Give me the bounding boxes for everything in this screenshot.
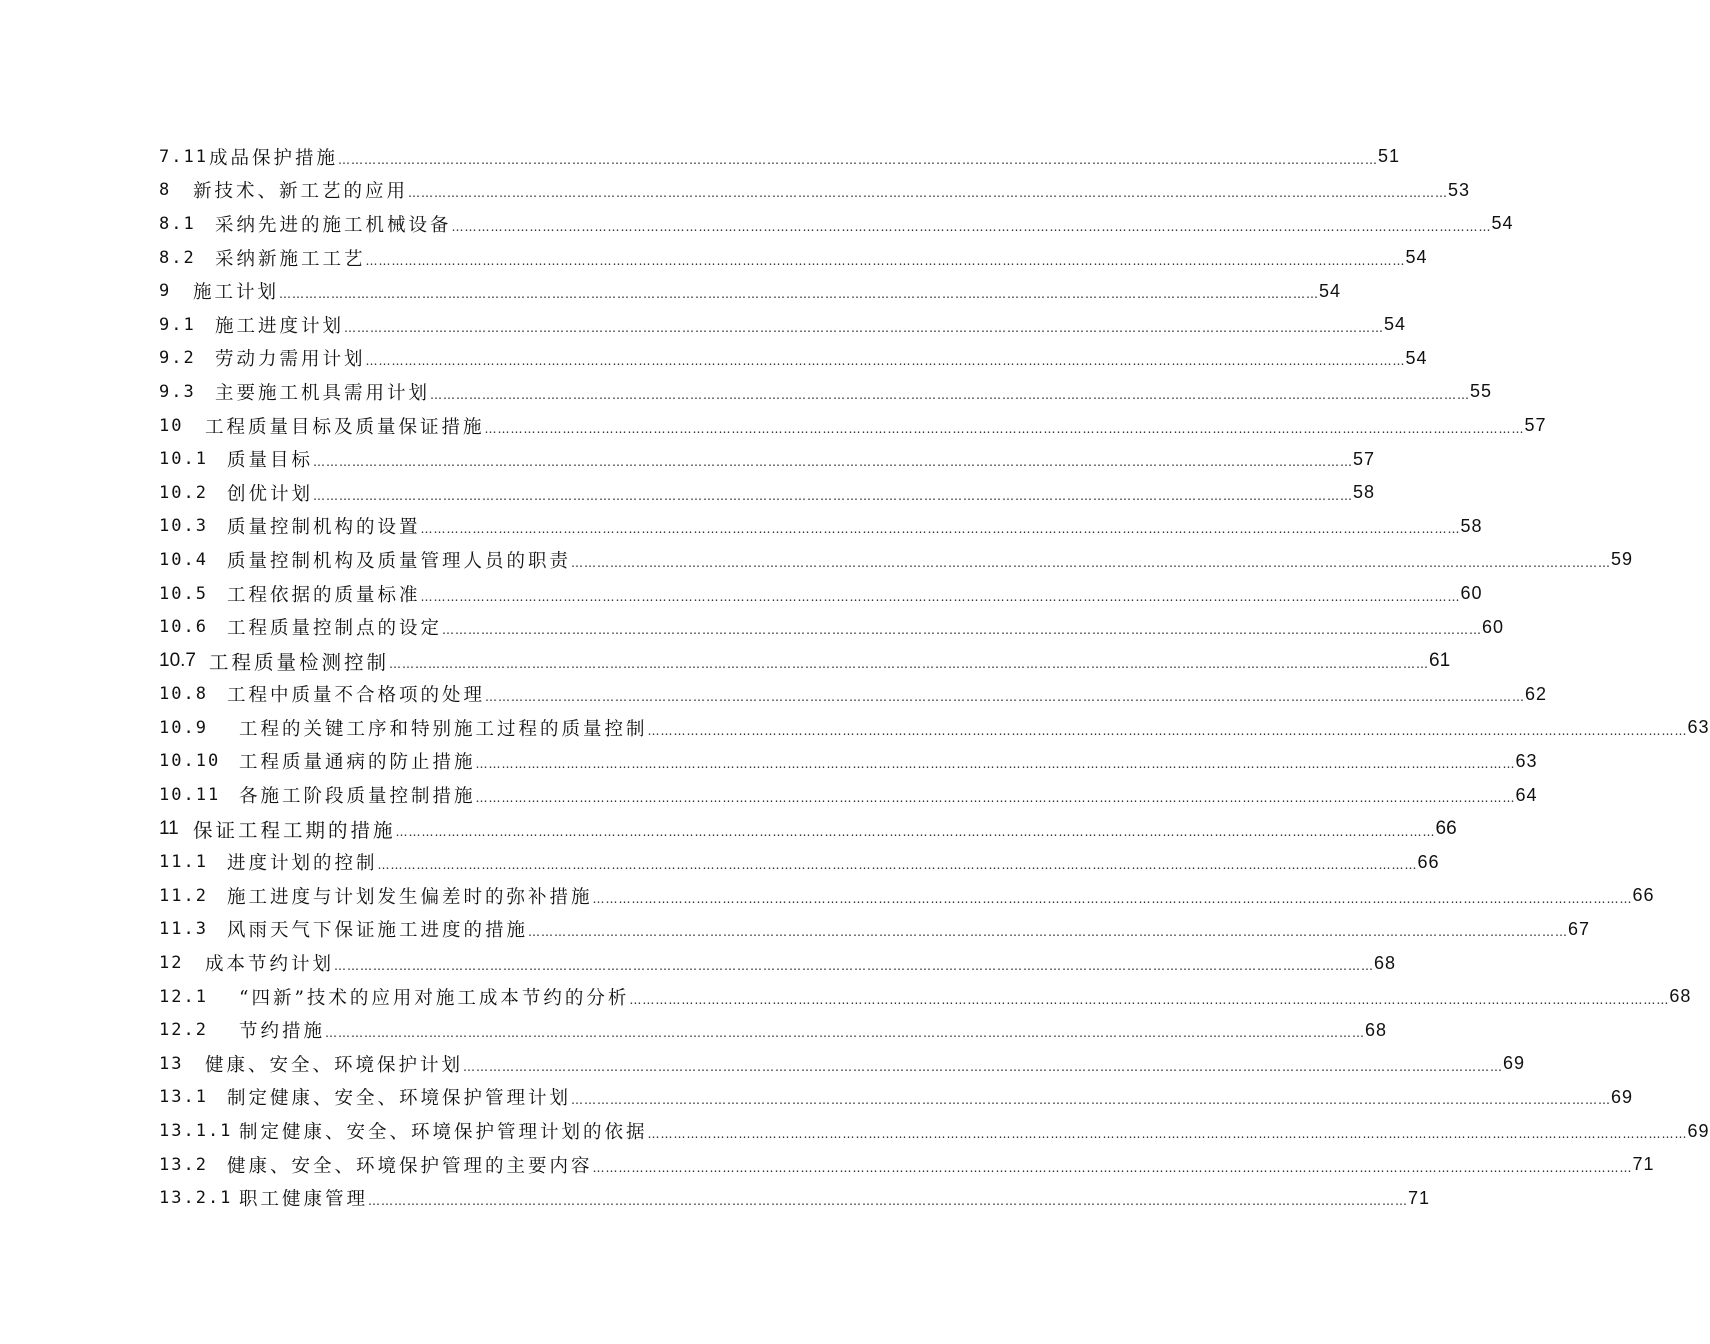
dot-leader: …………………………………………………………………………………………………………………………………………………………………………………………………………………… (395, 824, 1436, 839)
dot-leader: …………………………………………………………………………………………………………………………………………………………………………………………………………………… (344, 320, 1385, 335)
dot-leader: …………………………………………………………………………………………………………………………………………………………………………………………………………………… (451, 219, 1492, 234)
toc-number: 11.3 (159, 919, 208, 940)
toc-page-number: 66 (1435, 817, 1457, 839)
toc-entry[interactable] (159, 678, 1548, 712)
toc-title: 工程质量检测控制 (209, 650, 390, 674)
toc-entry[interactable] (159, 1148, 1655, 1182)
toc-entry[interactable] (159, 375, 1493, 409)
toc-number: 10 (159, 415, 184, 436)
toc-number: 9 (159, 281, 172, 302)
toc-entry[interactable] (159, 140, 1401, 174)
table-of-contents (159, 140, 1710, 1215)
dot-leader: …………………………………………………………………………………………………………………………………………………………………………………………………………………… (571, 555, 1612, 570)
toc-title: 工程质量目标及质量保证措施 (205, 416, 485, 438)
dot-leader: …………………………………………………………………………………………………………………………………………………………………………………………………………………… (377, 858, 1418, 873)
toc-number: 11.2 (159, 885, 208, 906)
toc-title: 主要施工机具需用计划 (215, 382, 431, 404)
toc-title: 施工进度与计划发生偏差时的弥补措施 (227, 886, 593, 908)
toc-page-number: 51 (1378, 146, 1401, 167)
toc-entry[interactable] (159, 812, 1457, 846)
toc-entry[interactable] (159, 610, 1505, 644)
toc-number: 13.2.1 (159, 1188, 233, 1209)
toc-entry[interactable] (159, 879, 1655, 913)
dot-leader: …………………………………………………………………………………………………………………………………………………………………………………………………………………… (528, 925, 1569, 940)
toc-title: 进度计划的控制 (227, 853, 378, 875)
dot-leader: …………………………………………………………………………………………………………………………………………………………………………………………………………………… (647, 723, 1688, 738)
toc-page-number: 60 (1460, 583, 1483, 604)
toc-number: 10.2 (159, 482, 208, 503)
toc-number: 9.3 (159, 381, 196, 402)
toc-entry[interactable] (159, 510, 1483, 544)
toc-number: 10.4 (159, 549, 208, 570)
dot-leader: …………………………………………………………………………………………………………………………………………………………………………………………………………………… (571, 1093, 1612, 1108)
toc-title: 成本节约计划 (205, 954, 335, 976)
toc-number: 10.10 (159, 751, 221, 772)
dot-leader: …………………………………………………………………………………………………………………………………………………………………………………………………………………… (430, 387, 1471, 402)
toc-page-number: 58 (1353, 482, 1376, 503)
dot-leader: …………………………………………………………………………………………………………………………………………………………………………………………………………………… (368, 1194, 1409, 1209)
dot-leader: …………………………………………………………………………………………………………………………………………………………………………………………………………………… (389, 656, 1430, 671)
toc-page-number: 69 (1687, 1120, 1710, 1141)
toc-entry[interactable] (159, 207, 1514, 241)
dot-leader: …………………………………………………………………………………………………………………………………………………………………………………………………………………… (442, 623, 1483, 638)
toc-entry[interactable] (159, 845, 1440, 879)
toc-page-number: 69 (1611, 1086, 1634, 1107)
toc-page-number: 63 (1515, 750, 1538, 771)
toc-entry[interactable] (159, 577, 1483, 611)
toc-entry[interactable] (159, 1047, 1526, 1081)
toc-page-number: 54 (1405, 347, 1428, 368)
toc-page-number: 55 (1470, 381, 1493, 402)
dot-leader: …………………………………………………………………………………………………………………………………………………………………………………………………………………… (592, 891, 1633, 906)
dot-leader: …………………………………………………………………………………………………………………………………………………………………………………………………………………… (484, 421, 1525, 436)
toc-entry[interactable] (159, 644, 1451, 678)
toc-title: 采纳先进的施工机械设备 (215, 214, 452, 236)
toc-title: 采纳新施工工艺 (215, 248, 366, 270)
toc-title: 工程的关键工序和特别施工过程的质量控制 (239, 718, 648, 740)
toc-title: 制定健康、安全、环境保护管理计划的依据 (239, 1122, 648, 1144)
toc-title: 成品保护措施 (209, 147, 339, 169)
dot-leader: …………………………………………………………………………………………………………………………………………………………………………………………………………………… (475, 791, 1516, 806)
toc-number: 10.5 (159, 583, 208, 604)
toc-entry[interactable] (159, 1114, 1710, 1148)
toc-entry[interactable] (159, 409, 1547, 443)
toc-number: 10.1 (159, 449, 208, 470)
toc-number: 11 (159, 817, 179, 839)
toc-page-number: 66 (1632, 885, 1655, 906)
toc-title: 各施工阶段质量控制措施 (239, 786, 476, 808)
toc-page-number: 62 (1525, 683, 1548, 704)
toc-title: 工程质量通病的防止措施 (239, 752, 476, 774)
toc-entry[interactable] (159, 913, 1591, 947)
toc-entry[interactable] (159, 442, 1376, 476)
toc-page-number: 67 (1568, 918, 1591, 939)
toc-title: 工程中质量不合格项的处理 (227, 685, 486, 707)
toc-entry[interactable] (159, 308, 1407, 342)
toc-number: 10.8 (159, 684, 208, 705)
toc-title: 工程质量控制点的设定 (227, 618, 443, 640)
toc-title: 健康、安全、环境保护计划 (205, 1054, 464, 1076)
toc-entry[interactable] (159, 946, 1397, 980)
dot-leader: …………………………………………………………………………………………………………………………………………………………………………………………………………………… (592, 1160, 1633, 1175)
toc-title: 风雨天气下保证施工进度的措施 (227, 920, 529, 942)
dot-leader: …………………………………………………………………………………………………………………………………………………………………………………………………………………… (313, 488, 1354, 503)
toc-page-number: 54 (1319, 280, 1342, 301)
toc-number: 8.2 (159, 247, 196, 268)
dot-leader: …………………………………………………………………………………………………………………………………………………………………………………………………………………… (313, 455, 1354, 470)
toc-page-number: 64 (1515, 784, 1538, 805)
toc-number: 10.11 (159, 785, 221, 806)
toc-number: 12.2 (159, 1020, 208, 1041)
toc-title: 制定健康、安全、环境保护管理计划 (227, 1088, 572, 1110)
toc-page-number: 58 (1460, 515, 1483, 536)
toc-page-number: 57 (1353, 448, 1376, 469)
toc-page-number: 68 (1365, 1019, 1388, 1040)
toc-page-number: 71 (1632, 1154, 1655, 1175)
dot-leader: …………………………………………………………………………………………………………………………………………………………………………………………………………………… (338, 152, 1379, 167)
toc-number: 10.3 (159, 516, 208, 537)
toc-title: “四新”技术的应用对施工成本节约的分析 (239, 987, 630, 1009)
toc-number: 7.11 (159, 146, 208, 167)
toc-number: 12 (159, 953, 184, 974)
toc-title: 质量控制机构的设置 (227, 517, 421, 539)
toc-page-number: 54 (1405, 247, 1428, 268)
toc-title: 节约措施 (239, 1021, 326, 1043)
toc-title: 新技术、新工艺的应用 (193, 181, 409, 203)
toc-number: 10.9 (159, 717, 208, 738)
toc-page-number: 71 (1408, 1187, 1431, 1208)
toc-title: 健康、安全、环境保护管理的主要内容 (227, 1155, 593, 1177)
toc-number: 10.6 (159, 617, 208, 638)
toc-title: 工程依据的质量标准 (227, 584, 421, 606)
toc-number: 10.7 (159, 649, 196, 671)
toc-number: 9.2 (159, 348, 196, 369)
dot-leader: …………………………………………………………………………………………………………………………………………………………………………………………………………………… (325, 1026, 1366, 1041)
toc-title: 质量控制机构及质量管理人员的职责 (227, 550, 572, 572)
toc-page-number: 57 (1524, 415, 1547, 436)
toc-title: 职工健康管理 (239, 1189, 369, 1211)
toc-number: 13.2 (159, 1154, 208, 1175)
toc-page-number: 61 (1429, 649, 1451, 671)
toc-page-number: 54 (1491, 213, 1514, 234)
toc-title: 施工计划 (193, 282, 280, 304)
toc-page-number: 59 (1611, 549, 1634, 570)
toc-title: 保证工程工期的措施 (193, 818, 396, 842)
toc-title: 创优计划 (227, 483, 314, 505)
toc-page-number: 68 (1374, 952, 1397, 973)
toc-page-number: 60 (1482, 616, 1505, 637)
dot-leader: …………………………………………………………………………………………………………………………………………………………………………………………………………………… (408, 186, 1449, 201)
toc-page-number: 69 (1503, 1053, 1526, 1074)
toc-number: 8.1 (159, 213, 196, 234)
dot-leader: …………………………………………………………………………………………………………………………………………………………………………………………………………………… (279, 287, 1320, 302)
toc-number: 13.1.1 (159, 1121, 233, 1142)
toc-entry[interactable] (159, 476, 1376, 510)
dot-leader: …………………………………………………………………………………………………………………………………………………………………………………………………………………… (365, 253, 1406, 268)
toc-number: 12.1 (159, 986, 208, 1007)
toc-title: 施工进度计划 (215, 315, 345, 337)
toc-entry[interactable] (159, 342, 1428, 376)
dot-leader: …………………………………………………………………………………………………………………………………………………………………………………………………………………… (420, 589, 1461, 604)
toc-entry[interactable] (159, 1081, 1634, 1115)
toc-number: 9.1 (159, 314, 196, 335)
toc-entry[interactable] (159, 778, 1538, 812)
dot-leader: …………………………………………………………………………………………………………………………………………………………………………………………………………………… (463, 1059, 1504, 1074)
toc-page-number: 68 (1669, 986, 1692, 1007)
toc-page-number: 66 (1417, 851, 1440, 872)
toc-number: 13 (159, 1053, 184, 1074)
toc-title: 劳动力需用计划 (215, 349, 366, 371)
toc-entry[interactable] (159, 1013, 1388, 1047)
dot-leader: …………………………………………………………………………………………………………………………………………………………………………………………………………………… (485, 690, 1526, 705)
toc-number: 13.1 (159, 1087, 208, 1108)
toc-entry[interactable] (159, 980, 1692, 1014)
dot-leader: …………………………………………………………………………………………………………………………………………………………………………………………………………………… (475, 757, 1516, 772)
toc-entry[interactable] (159, 745, 1538, 779)
toc-number: 11.1 (159, 852, 208, 873)
dot-leader: …………………………………………………………………………………………………………………………………………………………………………………………………………………… (647, 1127, 1688, 1142)
toc-entry[interactable] (159, 1181, 1431, 1215)
toc-entry[interactable] (159, 543, 1634, 577)
toc-page-number: 54 (1384, 314, 1407, 335)
dot-leader: …………………………………………………………………………………………………………………………………………………………………………………………………………………… (420, 522, 1461, 537)
toc-number: 8 (159, 180, 172, 201)
dot-leader: …………………………………………………………………………………………………………………………………………………………………………………………………………………… (629, 992, 1670, 1007)
dot-leader: …………………………………………………………………………………………………………………………………………………………………………………………………………………… (334, 959, 1375, 974)
toc-title: 质量目标 (227, 450, 314, 472)
toc-entry[interactable] (159, 241, 1428, 275)
toc-entry[interactable] (159, 274, 1342, 308)
toc-entry[interactable] (159, 174, 1471, 208)
dot-leader: …………………………………………………………………………………………………………………………………………………………………………………………………………………… (365, 354, 1406, 369)
toc-page-number: 53 (1448, 179, 1471, 200)
toc-entry[interactable] (159, 711, 1710, 745)
toc-page-number: 63 (1687, 717, 1710, 738)
